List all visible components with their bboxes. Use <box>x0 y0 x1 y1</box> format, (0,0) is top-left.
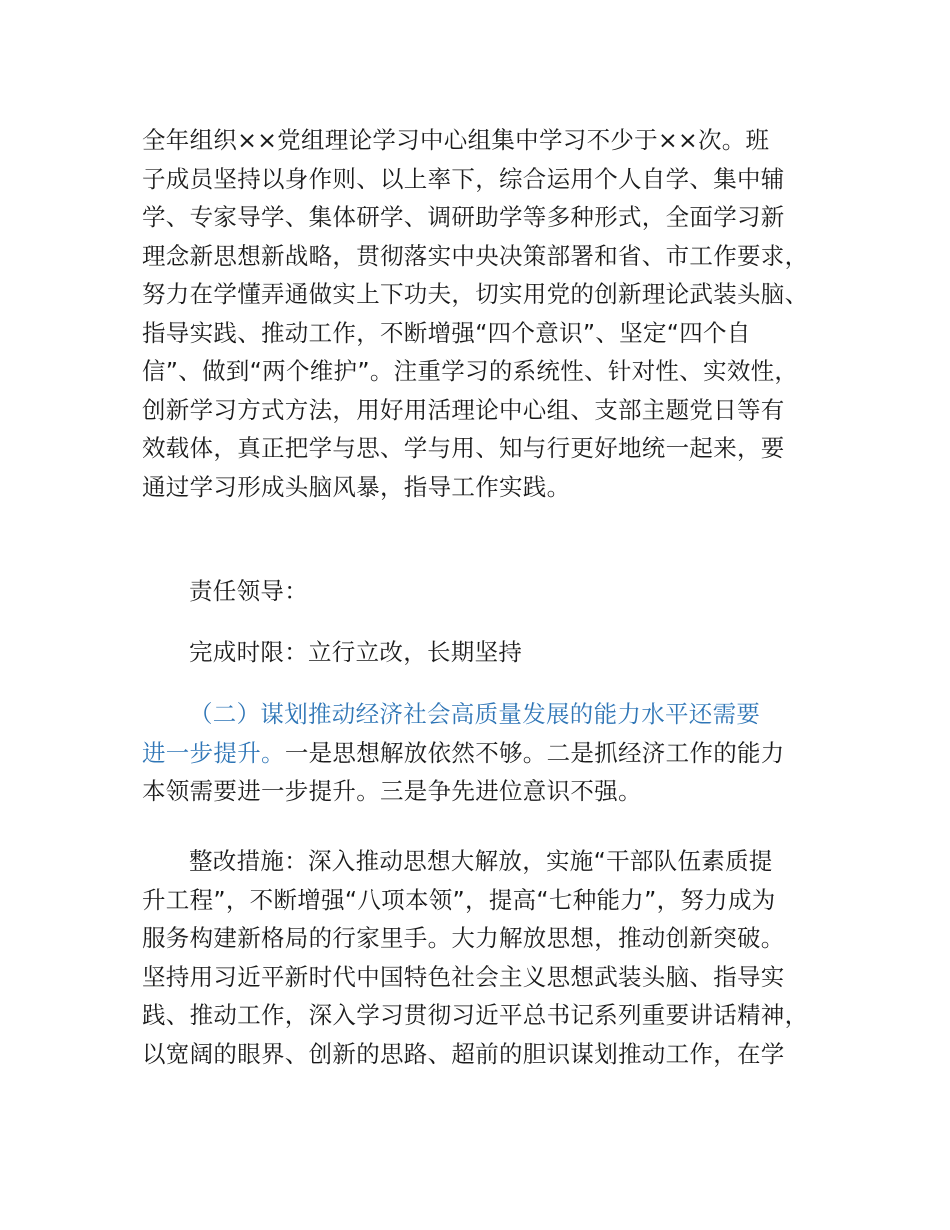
text-line: 努力在学懂弄通做实上下功夫，切实用党的创新理论武装头脑、 <box>142 280 809 308</box>
paragraph-study-plan <box>142 121 842 506</box>
text-line: 理念新思想新战略，贯彻落实中央决策部署和省、市工作要求， <box>142 241 809 270</box>
paragraph-deadline <box>142 633 842 672</box>
text-line: 学、专家导学、集体研学、调研助学等多种形式，全面学习新 <box>142 203 785 231</box>
paragraph-responsible-leader <box>142 572 842 611</box>
issue-text: 一是思想解放依然不够。二是抓经济工作的能力 <box>284 738 785 767</box>
text-line: 指导实践、推动工作，不断增强“四个意识”、坚定“四个自 <box>142 318 751 347</box>
text-line: 创新学习方式方法，用好用活理论中心组、支部主题党日等有 <box>142 395 785 424</box>
section-heading: （二）谋划推动经济社会高质量发展的能力水平还需要 <box>189 700 761 728</box>
text-line: 整改措施：深入推动思想大解放，实施“干部队伍素质提 <box>189 847 773 875</box>
deadline-text: 完成时限：立行立改，长期坚持 <box>189 638 523 666</box>
text-line: 服务构建新格局的行家里手。大力解放思想，推动创新突破。 <box>142 924 785 952</box>
text-line: 以宽阔的眼界、创新的思路、超前的胆识谋划推动工作，在学 <box>142 1039 785 1068</box>
text-line <box>142 734 842 773</box>
text-line: 践、推动工作，深入学习贯彻习近平总书记系列重要讲话精神， <box>142 1001 809 1029</box>
text-line: 子成员坚持以身作则、以上率下，综合运用个人自学、集中辅 <box>142 164 785 193</box>
section-heading-end: 进一步提升。 <box>142 738 285 767</box>
text-line: 本领需要进一步提升。三是争先进位意识不强。 <box>142 777 642 805</box>
responsible-leader-label: 责任领导： <box>189 577 308 605</box>
text-line: 升工程”，不断增强“八项本领”，提高“七种能力”，努力成为 <box>142 885 776 914</box>
text-line: 全年组织××党组理论学习中心组集中学习不少于××次。班 <box>142 126 770 154</box>
text-line: 坚持用习近平新时代中国特色社会主义思想武装头脑、指导实 <box>142 962 785 991</box>
text-line: 效载体，真正把学与思、学与用、知与行更好地统一起来，要 <box>142 434 785 462</box>
text-line: 信”、做到“两个维护”。注重学习的系统性、针对性、实效性， <box>142 357 799 385</box>
paragraph-rectification-measures <box>142 842 842 1073</box>
text-line: 通过学习形成头脑风暴，指导工作实践。 <box>142 472 571 501</box>
paragraph-issue-two <box>142 695 842 811</box>
